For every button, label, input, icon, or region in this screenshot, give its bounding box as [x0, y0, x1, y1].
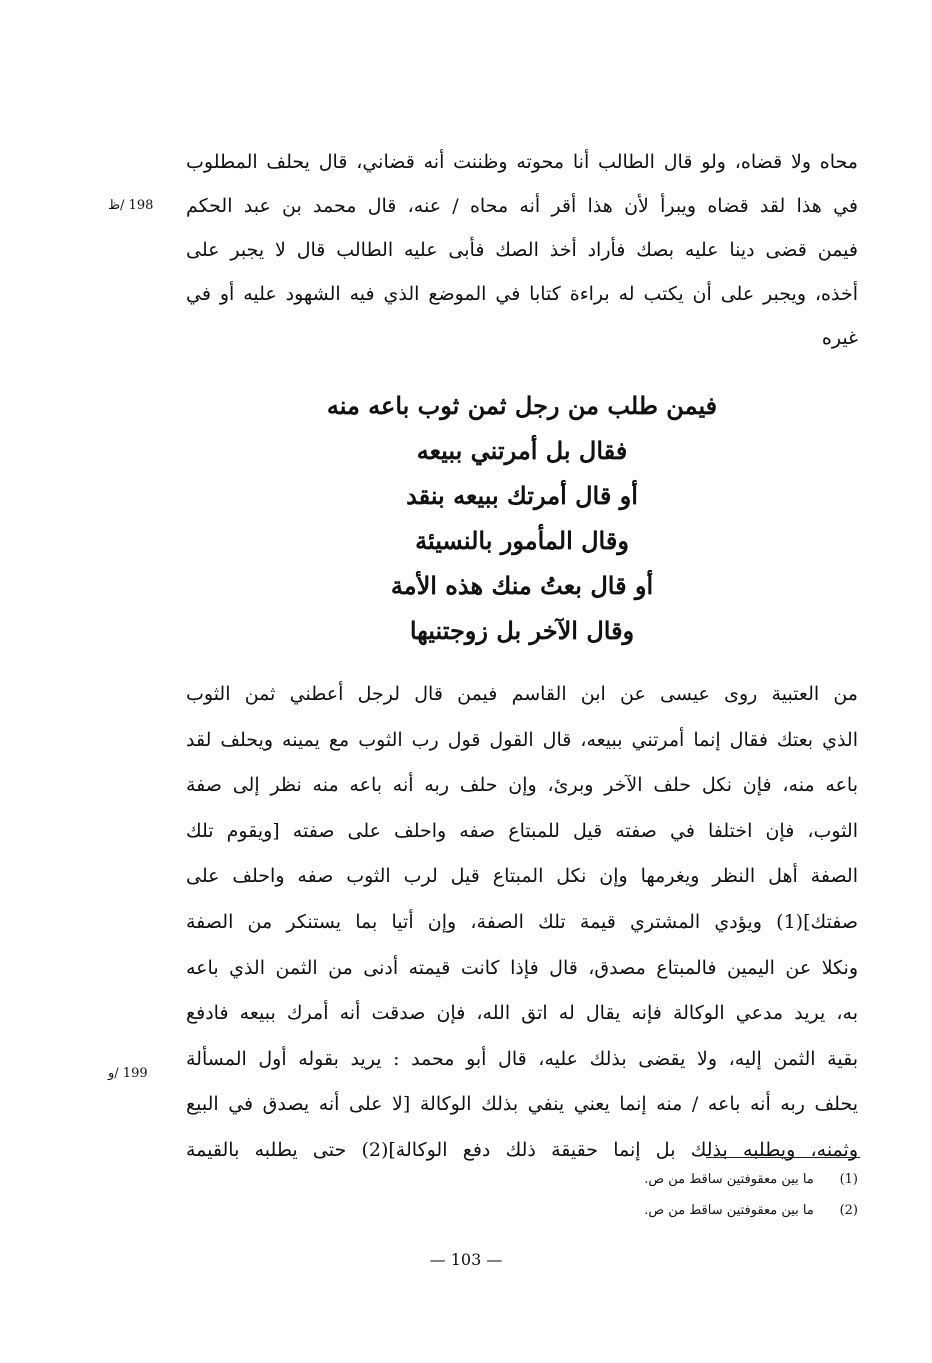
text-line: فيمن قضى دينا عليه بصك فأراد أخذ الصك فأبى عليه الطالب قال لا يجبر على — [186, 239, 858, 261]
footnote-number: (1) — [839, 1172, 858, 1187]
footnote-divider — [706, 1157, 860, 1158]
text-line: من العتبية روى عيسى عن ابن القاسم فيمن قال لرجل أعطني ثمن الثوب — [186, 683, 858, 705]
page-number: — 103 — — [429, 1250, 503, 1269]
text-line: وثمنه، ويطلبه بذلك بل إنما حقيقة ذلك دفع الوكالة](2) حتى يطلبه بالقيمة — [186, 1138, 858, 1161]
text-line: الصفة أهل النظر ويغرمها وإن نكل المبتاع قيل لرب الثوب صفه واحلف على — [186, 865, 858, 888]
text-line: الثوب، فإن اختلفا في صفته قيل للمبتاع صفه واحلف على صفته [ويقوم تلك — [186, 819, 858, 842]
text-line: غيره — [821, 327, 858, 349]
text-line: الذي بعتك فقال إنما أمرتني ببيعه، قال القول قول رب الثوب مع يمينه ويحلف لقد — [186, 728, 858, 751]
heading-line: وقال الآخر بل زوجتنيها — [409, 616, 635, 645]
section-heading — [186, 383, 858, 653]
text-line: يحلف ربه أنه باعه / منه إنما يعني ينفي بذلك الوكالة [لا على أنه يصدق في البيع — [186, 1093, 858, 1116]
text-line: أخذه، ويجبر على أن يكتب له براءة كتابا في الموضع الذي فيه الشهود عليه أو في — [186, 283, 858, 305]
footnote-text: ما بين معقوفتين ساقط من ص. — [644, 1172, 814, 1187]
heading-line: فيمن طلب من رجل ثمن ثوب باعه منه — [326, 391, 718, 420]
footnote — [540, 1203, 858, 1218]
text-line: في هذا لقد قضاه ويبرأ لأن هذا أقر أنه محاه / عنه، قال محمد بن عبد الحكم — [186, 195, 858, 217]
heading-line: فقال بل أمرتني ببيعه — [416, 436, 628, 465]
text-line: بقية الثمن إليه، ولا يقضى بذلك عليه، قال أبو محمد : يريد بقوله أول المسألة — [186, 1047, 858, 1070]
text-line: به، يريد مدعي الوكالة فإنه يقال له اتق الله، فإن صدقت أنه أمرك ببيعه فادفع — [186, 1002, 858, 1025]
text-line: ونكلا عن اليمين فالمبتاع مصدق، قال فإذا كانت قيمته أدنى من الثمن الذي باعه — [186, 956, 858, 979]
text-line: محاه ولا قضاه، ولو قال الطالب أنا محوته وظننت أنه قضاني، قال يحلف المطلوب — [186, 151, 858, 173]
footnote — [540, 1172, 858, 1187]
heading-line: وقال المأمور بالنسيئة — [415, 526, 629, 555]
heading-line: أو قال أمرتك ببيعه بنقد — [406, 481, 638, 510]
paragraph-1 — [186, 140, 858, 360]
footnote-text: ما بين معقوفتين ساقط من ص. — [644, 1203, 814, 1218]
margin-folio-note: 198 /ظ — [108, 198, 154, 213]
text-line: باعه منه، فإن نكل حلف الآخر وبرئ، وإن حلف ربه أنه باعه منه نظر إلى صفة — [186, 774, 858, 797]
text-line: صفتك](1) ويؤدي المشتري قيمة تلك الصفة، وإن أتيا بما يستنكر من الصفة — [186, 910, 858, 933]
margin-folio-note: 199 /و — [108, 1066, 148, 1081]
footnote-number: (2) — [839, 1203, 858, 1218]
heading-line: أو قال بعتُ منك هذه الأمة — [390, 571, 654, 600]
paragraph-2 — [186, 672, 858, 1174]
